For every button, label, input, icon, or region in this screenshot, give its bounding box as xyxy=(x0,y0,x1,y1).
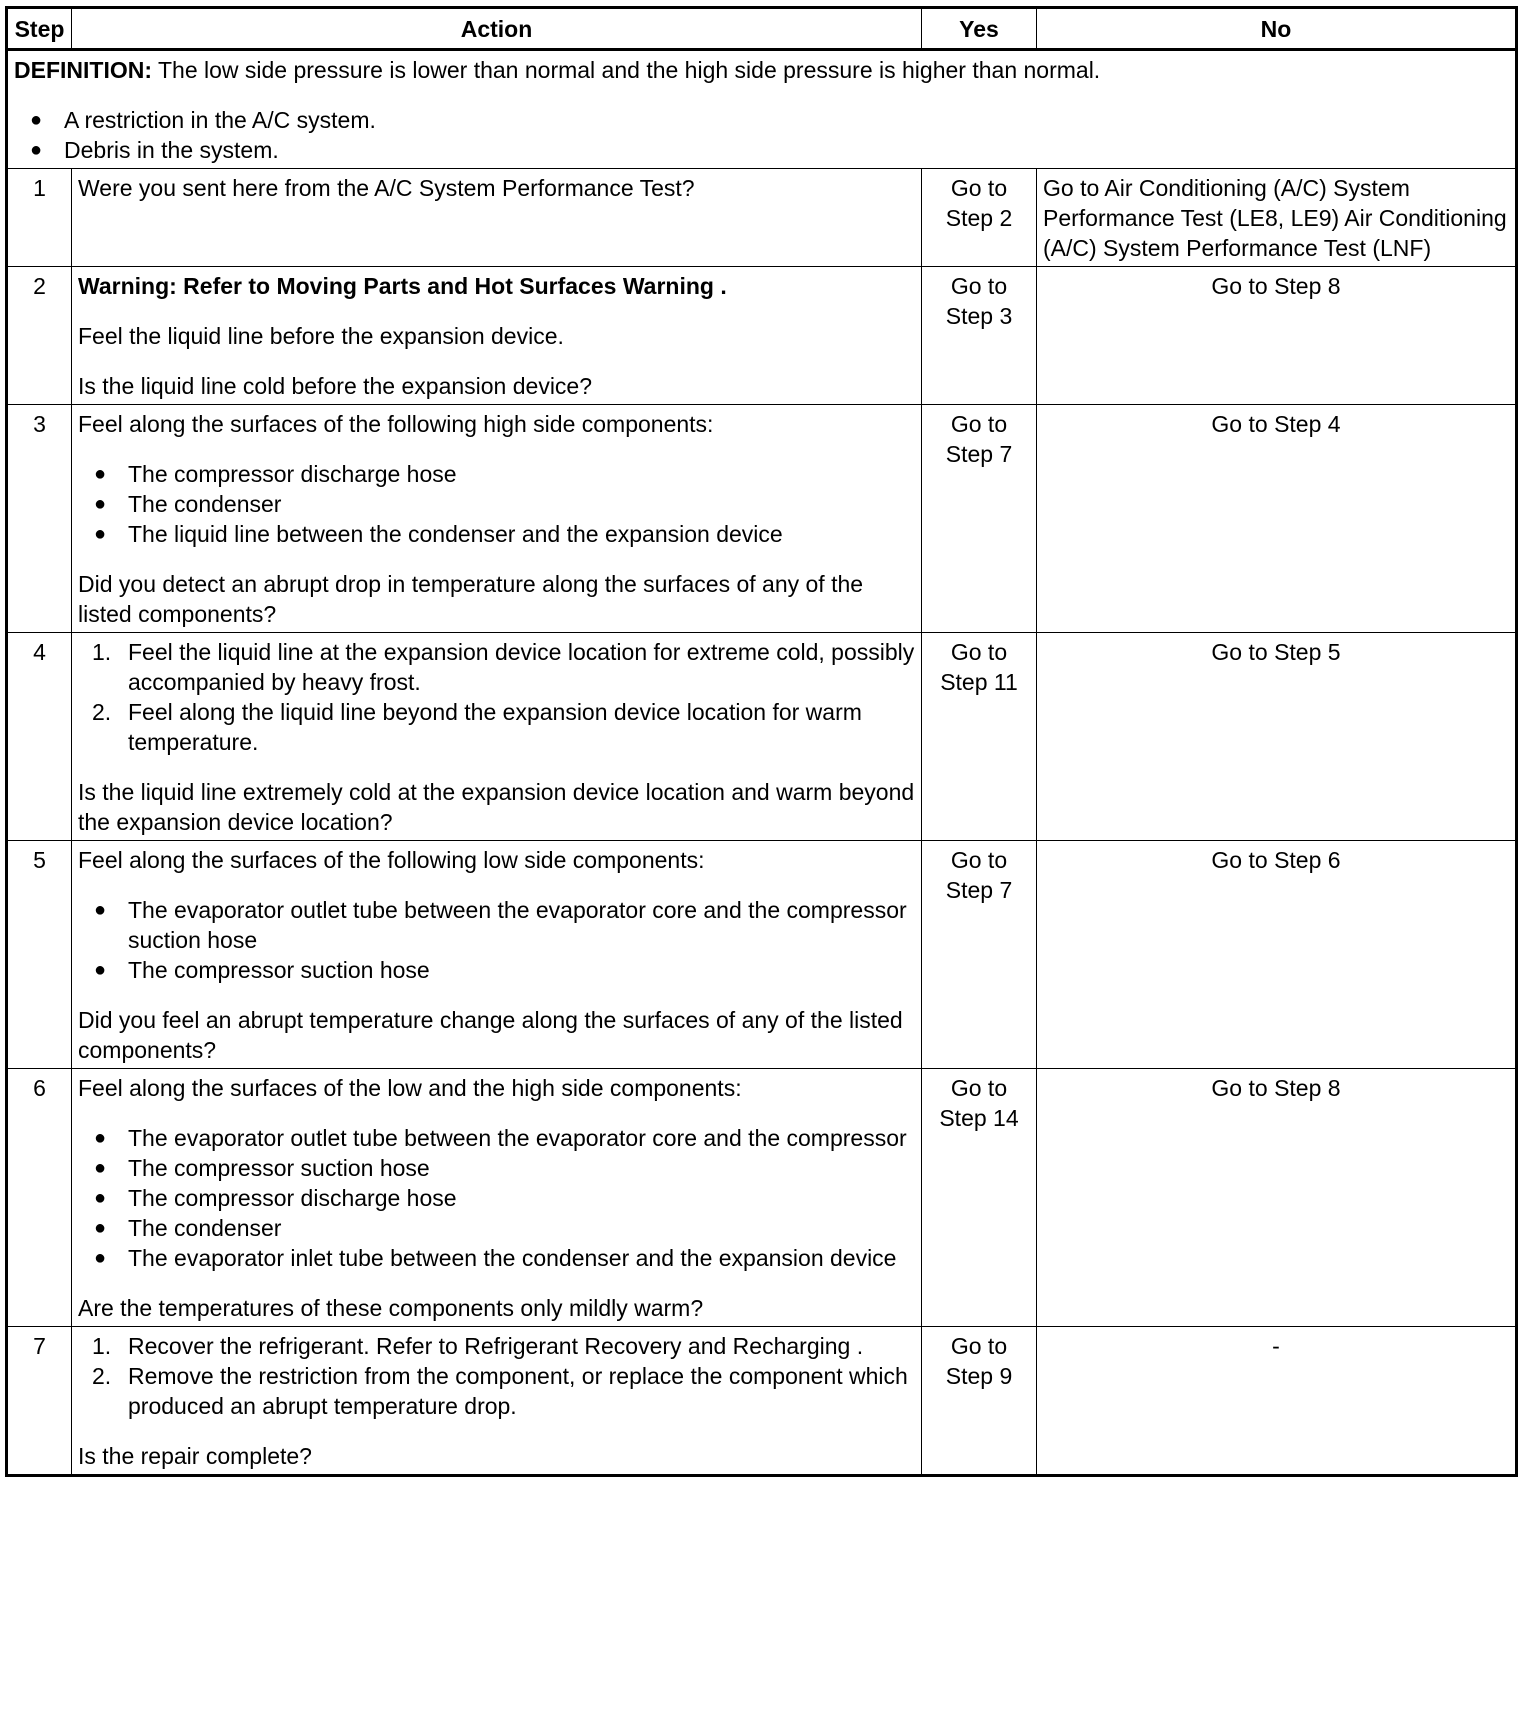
step-action xyxy=(72,841,922,1069)
step-warning xyxy=(78,271,915,301)
step-instruction: Feel the liquid line before the expansion device. xyxy=(78,323,564,349)
step-number: 7 xyxy=(7,1327,72,1476)
list-text: Feel along the liquid line beyond the expansion device location for warm temperature. xyxy=(128,699,862,755)
step-action xyxy=(72,1069,922,1327)
step-action xyxy=(72,267,922,405)
step-yes-link[interactable]: Go to Step 3 xyxy=(922,267,1037,405)
step-question: Is the repair complete? xyxy=(78,1443,312,1469)
header-no: No xyxy=(1037,8,1517,50)
step-question: Did you detect an abrupt drop in temperature along the surfaces of any of the listed components? xyxy=(78,571,864,627)
step-question: Were you sent here from the A/C System Performance Test? xyxy=(78,175,695,201)
step-no-link[interactable]: Go to Step 4 xyxy=(1037,405,1517,633)
step-intro: Feel along the surfaces of the following high side components: xyxy=(78,411,714,437)
step-number: 1 xyxy=(7,169,72,267)
step-no-link: - xyxy=(1037,1327,1517,1476)
list-item: ● The evaporator inlet tube between the condenser and the expansion device xyxy=(78,1243,915,1273)
definition-label: DEFINITION: xyxy=(14,57,152,83)
list-number: 1. xyxy=(92,1333,112,1359)
table-row xyxy=(7,405,1517,633)
definition-cell xyxy=(7,50,1517,169)
step-question: Are the temperatures of these components only mildly warm? xyxy=(78,1295,704,1321)
step-yes-link[interactable]: Go to Step 11 xyxy=(922,633,1037,841)
list-text: Recover the refrigerant. Refer to Refrigerant Recovery and Recharging . xyxy=(128,1333,864,1359)
step-bullets xyxy=(78,1123,915,1273)
definition-body: The low side pressure is lower than normal and the high side pressure is higher than normal. xyxy=(152,57,1101,83)
step-intro: Feel along the surfaces of the following low side components: xyxy=(78,847,705,873)
table-row xyxy=(7,841,1517,1069)
step-intro: Feel along the surfaces of the low and the high side components: xyxy=(78,1075,742,1101)
header-action: Action xyxy=(72,8,922,50)
list-item: ● The compressor suction hose xyxy=(78,955,915,985)
list-number: 2. xyxy=(92,699,112,725)
table-row xyxy=(7,267,1517,405)
list-text: Remove the restriction from the component, or replace the component which produced an abrupt temperature drop. xyxy=(128,1363,908,1419)
list-item xyxy=(78,1361,915,1421)
definition-text xyxy=(14,55,1509,85)
step-no-link[interactable]: Go to Step 8 xyxy=(1037,1069,1517,1327)
header-yes: Yes xyxy=(922,8,1037,50)
step-action xyxy=(72,169,922,267)
diagnostic-table xyxy=(5,6,1518,1477)
step-number: 4 xyxy=(7,633,72,841)
step-yes-link[interactable]: Go to Step 7 xyxy=(922,405,1037,633)
list-item: ● Debris in the system. xyxy=(14,135,1509,165)
header-step: Step xyxy=(7,8,72,50)
list-text: Feel the liquid line at the expansion device location for extreme cold, possibly accompanied by heavy frost. xyxy=(128,639,915,695)
list-item: ● The liquid line between the condenser and the expansion device xyxy=(78,519,915,549)
list-item: ● The compressor suction hose xyxy=(78,1153,915,1183)
step-yes-link[interactable]: Go to Step 14 xyxy=(922,1069,1037,1327)
definition-bullets xyxy=(14,105,1509,165)
step-numbered-list xyxy=(78,637,915,757)
list-item: ● The condenser xyxy=(78,489,915,519)
list-item: ● A restriction in the A/C system. xyxy=(14,105,1509,135)
step-number: 5 xyxy=(7,841,72,1069)
step-no-link[interactable]: Go to Step 5 xyxy=(1037,633,1517,841)
step-no-link[interactable]: Go to Air Conditioning (A/C) System Performance Test (LE8, LE9) Air Conditioning (A/C) System Performance Test (LNF) xyxy=(1037,169,1517,267)
step-yes-link[interactable]: Go to Step 9 xyxy=(922,1327,1037,1476)
table-row xyxy=(7,169,1517,267)
definition-row xyxy=(7,50,1517,169)
step-number: 6 xyxy=(7,1069,72,1327)
step-numbered-list xyxy=(78,1331,915,1421)
step-question: Is the liquid line cold before the expansion device? xyxy=(78,373,593,399)
list-item: ● The evaporator outlet tube between the evaporator core and the compressor suction hose xyxy=(78,895,915,955)
step-no-link[interactable]: Go to Step 8 xyxy=(1037,267,1517,405)
step-no-link[interactable]: Go to Step 6 xyxy=(1037,841,1517,1069)
step-bullets xyxy=(78,459,915,549)
list-number: 1. xyxy=(92,639,112,665)
list-item: ● The condenser xyxy=(78,1213,915,1243)
step-question: Is the liquid line extremely cold at the expansion device location and warm beyond the expansion device location? xyxy=(78,779,915,835)
step-action xyxy=(72,1327,922,1476)
list-item xyxy=(78,637,915,697)
step-number: 3 xyxy=(7,405,72,633)
step-number: 2 xyxy=(7,267,72,405)
step-action xyxy=(72,405,922,633)
list-item: ● The compressor discharge hose xyxy=(78,459,915,489)
step-question: Did you feel an abrupt temperature change along the surfaces of any of the listed components? xyxy=(78,1007,903,1063)
header-row xyxy=(7,8,1517,50)
warning-suffix: . xyxy=(713,273,727,299)
list-item xyxy=(78,1331,915,1361)
list-item: ● The evaporator outlet tube between the evaporator core and the compressor xyxy=(78,1123,915,1153)
table-row xyxy=(7,1069,1517,1327)
list-number: 2. xyxy=(92,1363,112,1389)
step-yes-link[interactable]: Go to Step 7 xyxy=(922,841,1037,1069)
table-row xyxy=(7,633,1517,841)
list-item xyxy=(78,697,915,757)
list-item: ● The compressor discharge hose xyxy=(78,1183,915,1213)
step-bullets xyxy=(78,895,915,985)
step-yes-link[interactable]: Go to Step 2 xyxy=(922,169,1037,267)
step-action xyxy=(72,633,922,841)
warning-text[interactable]: Warning: Refer to Moving Parts and Hot Surfaces Warning xyxy=(78,273,714,299)
table-row xyxy=(7,1327,1517,1476)
